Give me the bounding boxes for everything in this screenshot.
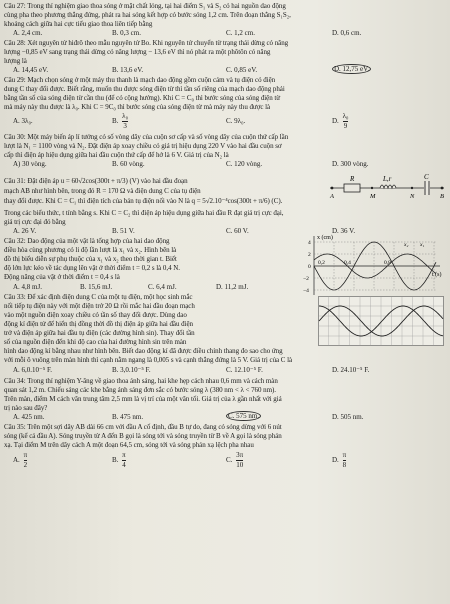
q28-option-d-mark: D. 12,75 eV. bbox=[334, 65, 370, 73]
q29-option-b-letter: B. bbox=[112, 117, 119, 125]
q31-line1: Câu 31: Đặt điện áp u = 60√2cos(300t + π/3) (V) vào hai đầu đoạn bbox=[4, 177, 188, 185]
inductor-symbol bbox=[380, 185, 396, 188]
q32-line4: độ lớn lực kéo về tác dụng lên vật ở thời điểm t = 0,2 s là 0,4 N. bbox=[4, 264, 180, 272]
q28-option-a: A. 14,45 eV. bbox=[13, 66, 49, 74]
q29-option-b-den: 3 bbox=[123, 121, 127, 130]
q32-option-b: B. 15,6 mJ. bbox=[80, 283, 113, 291]
q35-option-d-letter: D. bbox=[332, 456, 339, 464]
tick-t08: 0,8 bbox=[384, 260, 391, 266]
q30-option-d: D. 300 vòng. bbox=[332, 160, 369, 168]
q33-line5: trở và điện áp giữa hai đầu tụ điện (các đường hình sin). Thay đổi tần bbox=[4, 329, 195, 337]
q28-option-c: C. 0,85 eV. bbox=[226, 66, 258, 74]
q29-line2: dung C thay đổi được. Biết rằng, muốn thu được sóng điện từ thì tần số riêng của mạch dao động phải bbox=[4, 85, 285, 93]
q29-line1: Câu 29: Mạch chọn sóng ở một máy thu thanh là mạch dao động gồm cuộn cảm và tụ điện có điện bbox=[4, 76, 276, 84]
q34-line2: quan sát 1,2 m. Chiếu sáng các khe bằng ánh sáng đơn sắc có bước sóng λ (380 nm < λ < 760 nm). bbox=[4, 386, 276, 394]
q34-option-c-mark: C. 575 nm. bbox=[228, 412, 260, 420]
q35-option-d-den: 8 bbox=[342, 460, 347, 469]
q27-option-d: D. 0,6 cm. bbox=[332, 29, 362, 37]
q33-line7: hình dao động kí bằng nhau như hình bên. Biết dao động kí đã được điều chỉnh thang đo sao cho ứng bbox=[4, 347, 283, 355]
q29-option-d-letter: D. bbox=[332, 117, 339, 125]
q27-line3: khoảng cách giữa hai cực tiểu giao thoa liên tiếp bằng bbox=[4, 20, 153, 28]
q35-option-c-letter: C. bbox=[226, 456, 233, 464]
q27-line2: cùng pha theo phương thẳng đứng, phát ra hai sóng kết hợp có bước sóng 1,2 cm. Trên đoạn thẳng S₁S₂, bbox=[4, 11, 291, 19]
q27-option-a: A. 2,4 cm. bbox=[13, 29, 43, 37]
x1-label: x₁ bbox=[420, 242, 425, 248]
q35-line2: sóng (kể cả đầu A). Sóng truyền từ A đến B gọi là sóng tới và sóng truyền từ B về A gọi là sóng phản bbox=[4, 432, 282, 440]
q35-option-a-letter: A. bbox=[13, 456, 20, 464]
q32-option-c: C. 6,4 mJ. bbox=[148, 283, 177, 291]
q35-option-c-den: 10 bbox=[236, 460, 244, 469]
q28-line1: Câu 28: Xét nguyên tử hiđrô theo mẫu nguyên tử Bo. Khi nguyên tử chuyển từ trạng thái dừng có năng bbox=[4, 39, 289, 47]
q30-option-a: A) 30 vòng. bbox=[13, 160, 47, 168]
q34-option-c bbox=[226, 412, 261, 421]
q27-option-c: C. 1,2 cm. bbox=[226, 29, 255, 37]
label-A: A bbox=[330, 193, 334, 200]
q32-option-d: D. 11,2 mJ. bbox=[216, 283, 249, 291]
x2-label: x₂ bbox=[404, 242, 409, 248]
t-axis-label: t (s) bbox=[432, 272, 442, 278]
q32-option-a: A. 4,8 mJ. bbox=[13, 283, 42, 291]
circuit-diagram bbox=[328, 170, 446, 200]
q31-option-b: B. 51 V. bbox=[112, 227, 135, 235]
q35-option-b bbox=[112, 451, 126, 469]
q29-line3: bằng tần số của sóng điện từ cần thu (để có cộng hưởng). Khi C = C₀ thì bước sóng của sóng điện từ bbox=[4, 94, 281, 102]
q33-option-b: B. 3,0.10⁻⁵ F. bbox=[112, 366, 151, 374]
q27-option-b: B. 0,3 cm. bbox=[112, 29, 141, 37]
q35-option-d-num: π bbox=[342, 451, 347, 459]
q30-line2: lượt là N₁ = 1100 vòng và N₂. Đặt điện áp xoay chiều có giá trị hiệu dụng 220 V vào hai đầu cuộn sơ bbox=[4, 142, 282, 150]
label-L: L,r bbox=[383, 175, 392, 183]
q33-line4: động kí điện tử để hiển thị đồng thời đồ thị điện áp giữa hai đầu điện bbox=[4, 320, 193, 328]
q33-line3: vào một nguồn điện xoay chiều có tần số thay đổi được. Dùng dao bbox=[4, 311, 187, 319]
q27-line1: Câu 27: Trong thí nghiệm giao thoa sóng ở mặt chất lỏng, tại hai điểm S₁ và S₂ có hai nguồn dao động bbox=[4, 2, 286, 10]
q34-option-d: D. 505 nm. bbox=[332, 413, 364, 421]
q29-option-a: A. 3λ₀. bbox=[13, 117, 33, 125]
label-R: R bbox=[350, 175, 355, 183]
q31-line2: mạch AB như hình bên, trong đó R = 170 Ω và điện dung C của tụ điện bbox=[4, 187, 201, 195]
q34-option-b: B. 475 nm. bbox=[112, 413, 144, 421]
q35-line1: Câu 35: Trên một sợi dây AB dài 66 cm với đầu A cố định, đầu B tự do, đang có sóng dừng với 6 nút bbox=[4, 423, 282, 431]
q29-option-b-num: λ₀ bbox=[122, 112, 129, 120]
q31-line3: thay đổi được. Khi C = C₁ thì điện tích của bản tụ điện nối vào N là q = 5√2.10⁻⁴cos(300t + π/6) (C). bbox=[4, 197, 283, 205]
q33-line2: nối tiếp tụ điện này với một điện trở 20 Ω rồi mắc hai đầu đoạn mạch bbox=[4, 302, 195, 310]
q29-option-c: C. 9λ₀. bbox=[226, 117, 246, 125]
label-C: C bbox=[424, 173, 429, 181]
q28-line3: lượng là bbox=[4, 57, 27, 65]
tick-y0: 0 bbox=[308, 264, 311, 270]
q32-line3: đồ thị biểu diễn sự phụ thuộc của x₁ và x₂ theo thời gian t. Biết bbox=[4, 255, 177, 263]
q31-option-d: D. 36 V. bbox=[332, 227, 356, 235]
q34-line1: Câu 34: Trong thí nghiệm Y-âng về giao thoa ánh sáng, hai khe hẹp cách nhau 0,6 mm và cách màn bbox=[4, 377, 278, 385]
resistor-symbol bbox=[344, 184, 360, 192]
tick-t04: 0,4 bbox=[344, 260, 351, 266]
q34-line4: trị nào sau đây? bbox=[4, 404, 48, 412]
q30-line1: Câu 30: Một máy biến áp lí tưởng có số vòng dây của cuộn sơ cấp và số vòng dây của cuộn thứ cấp lần bbox=[4, 133, 289, 141]
q35-option-b-letter: B. bbox=[112, 456, 119, 464]
q33-option-c: C. 12.10⁻⁵ F. bbox=[226, 366, 263, 374]
q29-option-d bbox=[332, 112, 348, 130]
q31-line4: Trong các biểu thức, t tính bằng s. Khi C = C₂ thì điện áp hiệu dụng giữa hai đầu R đạt giá trị cực đại, bbox=[4, 209, 284, 217]
q30-line3: cấp thì điện áp hiệu dụng giữa hai đầu cuộn thứ cấp để hở là 6 V. Giá trị của N₂ là bbox=[4, 151, 229, 159]
q32-line1: Câu 32: Dao động của một vật là tổng hợp của hai dao động bbox=[4, 237, 170, 245]
q28-option-b: B. 13,6 eV. bbox=[112, 66, 144, 74]
q31-line5: giá trị cực đại đó bằng bbox=[4, 218, 66, 226]
tick-y4: 4 bbox=[308, 240, 311, 246]
q35-option-d bbox=[332, 451, 346, 469]
q31-option-a: A. 26 V. bbox=[13, 227, 37, 235]
q31-option-c: C. 60 V. bbox=[226, 227, 249, 235]
y-axis-label: x (cm) bbox=[317, 235, 333, 241]
q33-option-d: D. 24.10⁻⁵ F. bbox=[332, 366, 370, 374]
q33-line8: với mỗi ô vuông trên màn hình thì cạnh nằm ngang là 0,005 s và cạnh thẳng đứng là 5 V. Giá trị của C là bbox=[4, 356, 293, 364]
tick-ym2: −2 bbox=[303, 276, 309, 282]
q29-line4: mà máy này thu được là λ₀. Khi C = 9C₀ thì bước sóng của sóng điện từ mà máy này thu được là bbox=[4, 103, 271, 111]
q35-option-b-num: π bbox=[122, 451, 126, 459]
q35-option-c bbox=[226, 451, 243, 469]
oscillation-graph bbox=[300, 232, 446, 296]
q32-line2: điều hòa cùng phương có li độ lần lượt là x₁ và x₂. Hình bên là bbox=[4, 246, 177, 254]
q33-line1: Câu 33: Để xác định điện dung C của một tụ điện, một học sinh mắc bbox=[4, 293, 193, 301]
q28-option-d bbox=[332, 65, 371, 74]
q35-option-a bbox=[13, 451, 27, 469]
tick-t02: 0,2 bbox=[318, 260, 325, 266]
q35-option-c-num: 3π bbox=[236, 451, 244, 459]
q33-line6: số của nguồn điện đến khi độ cao của hai đường hình sin trên màn bbox=[4, 338, 187, 346]
q29-option-d-num: λ₀ bbox=[342, 112, 349, 120]
q32-line5: Động năng của vật ở thời điểm t = 0,4 s là bbox=[4, 273, 120, 281]
q30-option-b: B. 60 vòng. bbox=[112, 160, 145, 168]
label-M: M bbox=[370, 193, 376, 200]
q28-line2: lượng −0,85 eV sang trạng thái dừng có năng lượng − 13,6 eV thì nó phát ra một phôtôn có năng bbox=[4, 48, 271, 56]
q35-line3: xạ. Tại điểm M trên dây cách A một đoạn 64,5 cm, sóng tới và sóng phản xạ lệch pha nhau bbox=[4, 441, 254, 449]
q35-option-a-num: π bbox=[23, 451, 28, 459]
q29-option-b bbox=[112, 112, 128, 130]
tick-y2: 2 bbox=[308, 252, 311, 258]
q34-option-a: A. 425 nm. bbox=[13, 413, 45, 421]
q30-option-c: C. 120 vòng. bbox=[226, 160, 263, 168]
q29-option-d-den: 9 bbox=[343, 121, 348, 130]
label-B: B bbox=[440, 193, 444, 200]
q35-option-a-den: 2 bbox=[23, 460, 28, 469]
oscilloscope-screen bbox=[318, 296, 444, 346]
q33-option-a: A. 6,0.10⁻⁵ F. bbox=[13, 366, 53, 374]
q35-option-b-den: 4 bbox=[122, 460, 126, 469]
q34-line3: Trên màn, điểm M cách vân trung tâm 2,5 mm là vị trí của một vân tối. Giá trị của λ gần nhất với giá bbox=[4, 395, 282, 403]
tick-ym4: −4 bbox=[303, 288, 309, 294]
label-N: N bbox=[410, 193, 415, 200]
